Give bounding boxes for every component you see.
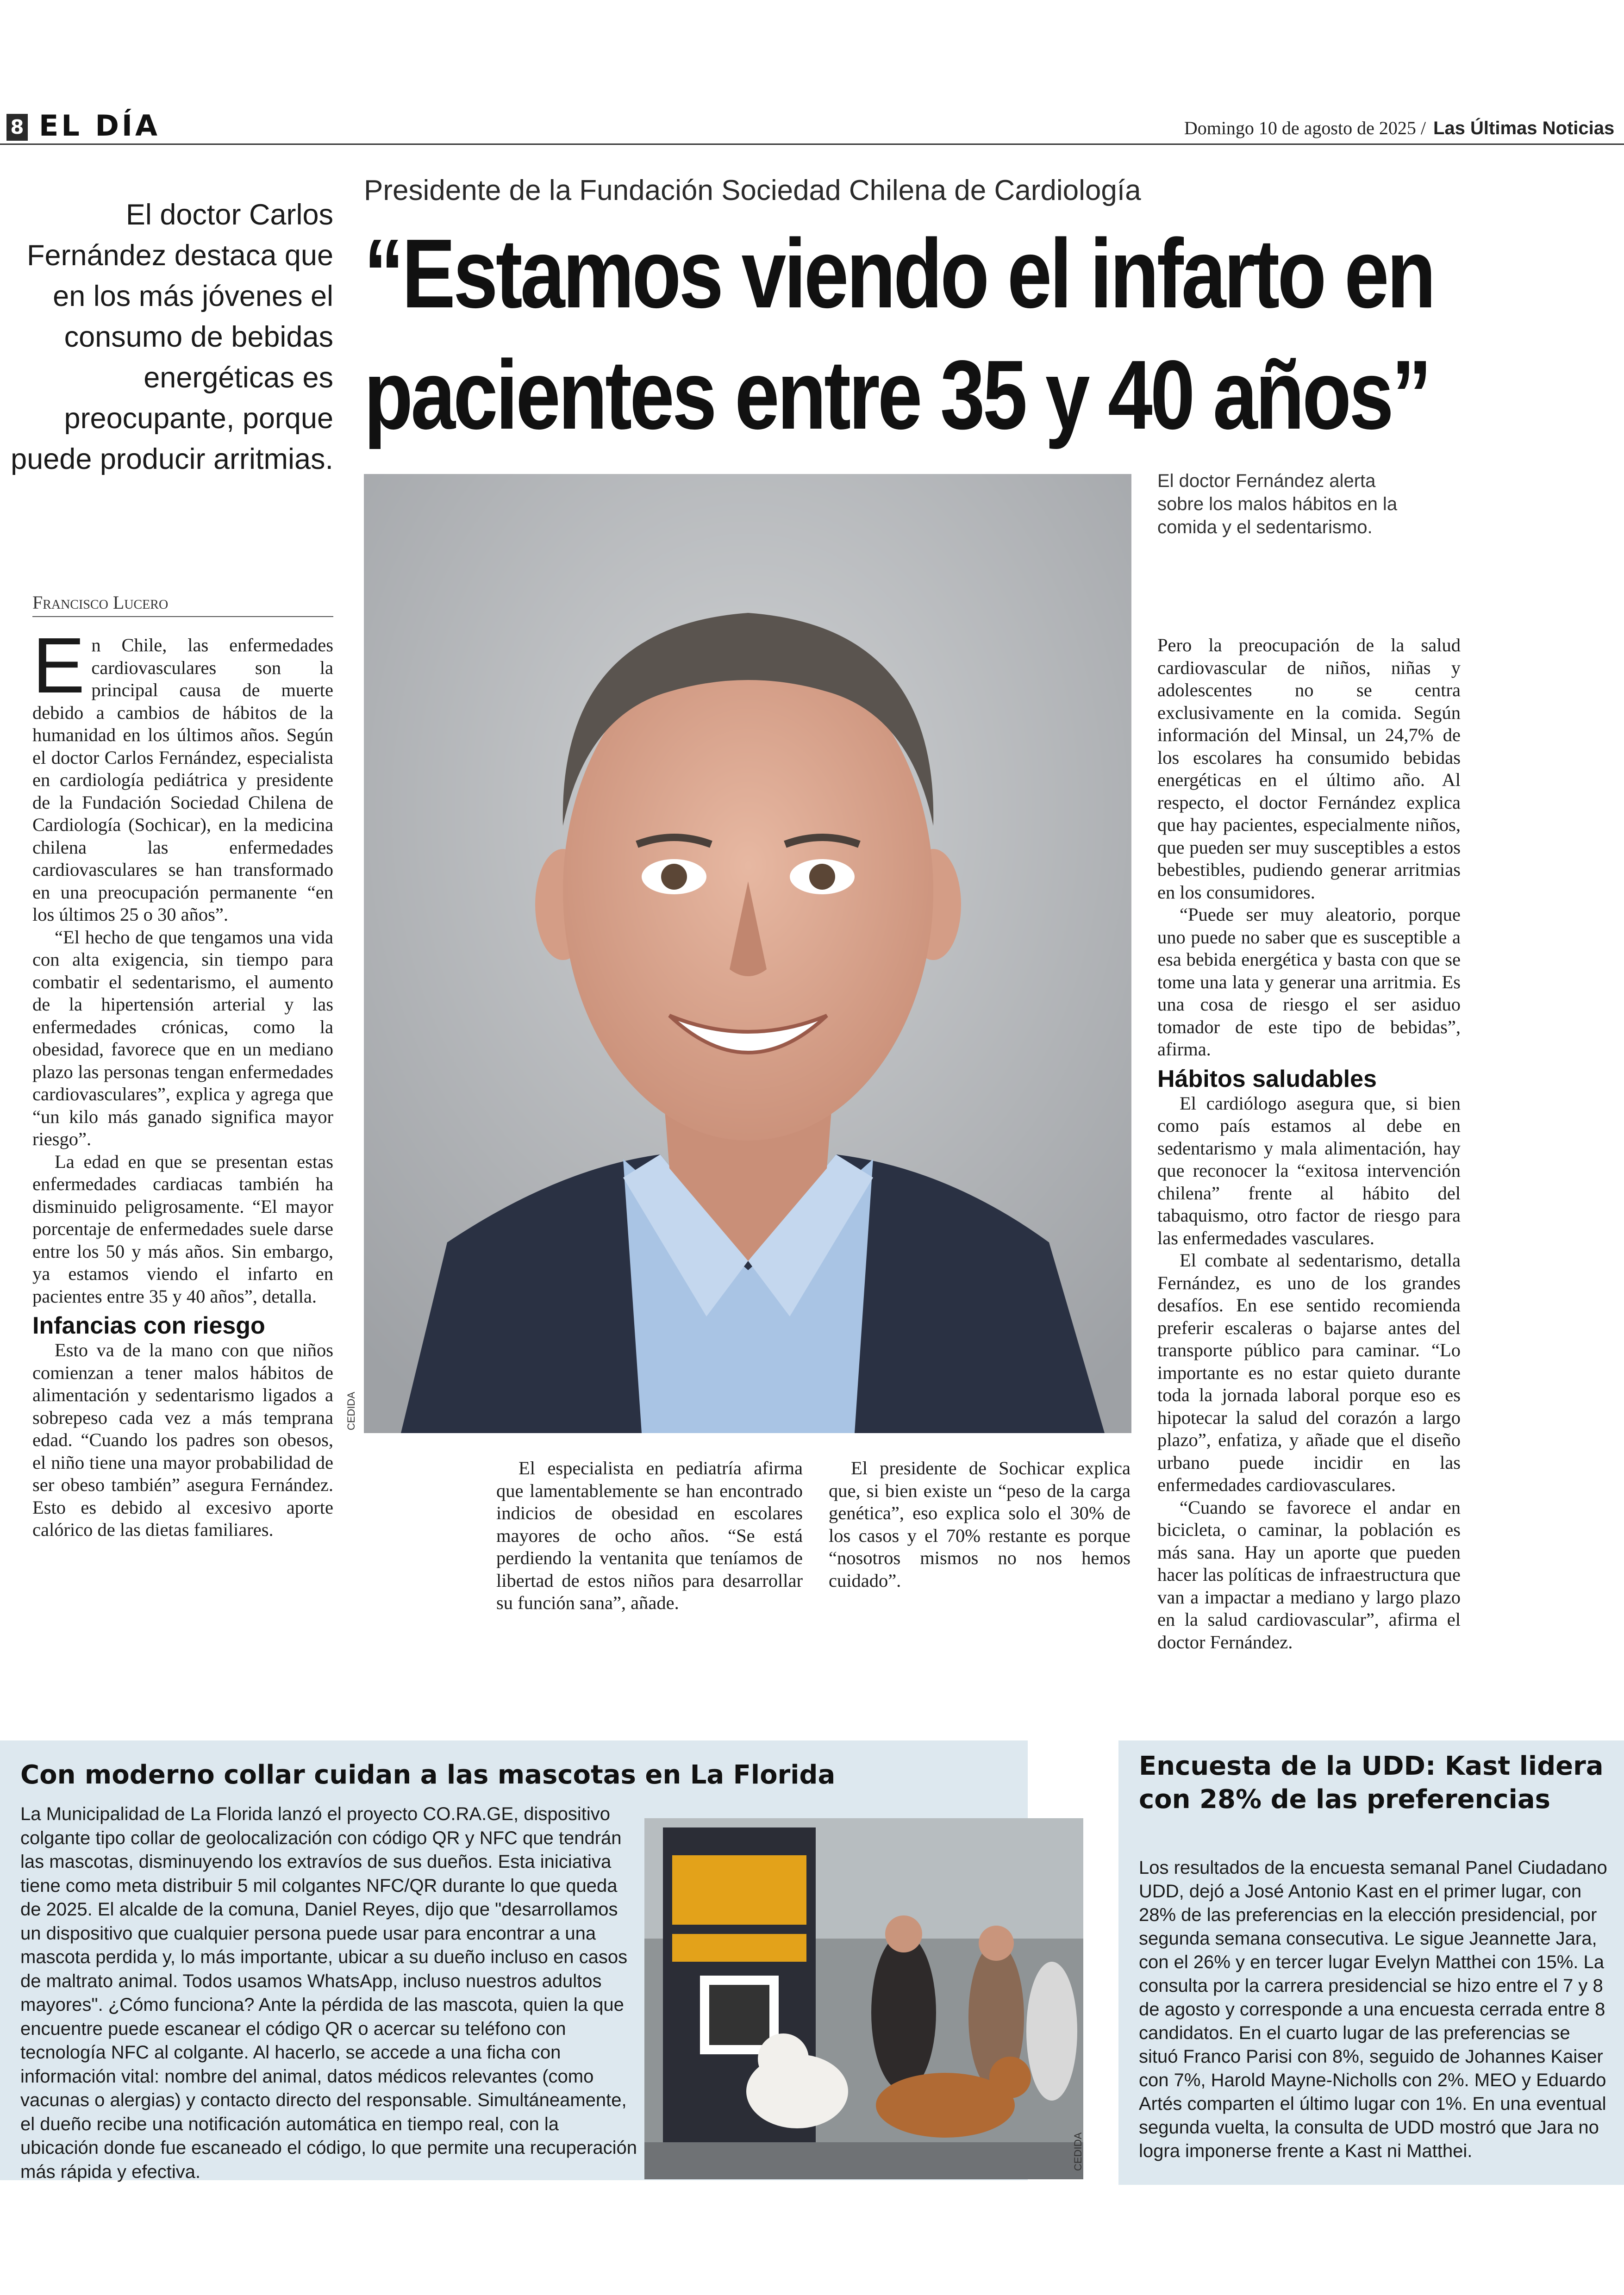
mascotas-headline: Con moderno collar cuidan a las mascotas en La Florida [20, 1760, 836, 1790]
pets-event-illustration [644, 1818, 1083, 2179]
article-column-3 [829, 1457, 1131, 1670]
encuesta-headline: Encuesta de la UDD: Kast lidera con 28% de las preferencias [1139, 1751, 1604, 1815]
encuesta-body: Los resultados de la encuesta semanal Panel Ciudadano UDD, dejó a José Antonio Kast en el primer lugar, con 28% de las preferencias en la elección presidencial, por segunda semana consecutiva. Le sigue Jeannette Jara, con el 26% y en tercer lugar Evelyn Matthei con 15%. La consulta por la carrera presidencial se hizo entre el 7 y 8 de agosto y corresponde a una encuesta cerrada entre 8 candidatos. En el cuarto lugar de las preferencias se situó Franco Parisi con 8%, seguido de Johannes Kaiser con 7%, Harold Mayne-Nicholls con 2%. MEO y Eduardo Artés comparten el último lugar con 1%. En una eventual segunda vuelta, la consulta de UDD mostró que Jara no logra imponerse frente a Kast ni Matthei. [1139, 1858, 1607, 2161]
article-column-1 [32, 622, 333, 1671]
article-paragraph: La edad en que se presentan estas enfermedades cardiacas también ha disminuido peligrosamente. “El mayor porcentaje de enfermedades suele darse entre los 50 y más años. Sin embargo, ya estamos viendo el infarto en pacientes entre 35 y 40 años”, detalla. [32, 1151, 333, 1307]
article-column-4 [1157, 634, 1461, 1671]
issue-date [1000, 117, 1426, 140]
article-paragraph [32, 622, 333, 926]
article-paragraph: “Cuando se favorece el andar en bicicleta, o caminar, la población es más sana. Hay un aporte que pueden hacer las políticas de infraestructura que van a impactar a mediano y largo plazo en la salud cardiovascular”, afirma el doctor Fernández. [1157, 1497, 1461, 1653]
article-paragraph: Pero la preocupación de la salud cardiovascular de niños, niñas y adolescentes no se centra exclusivamente en la comida. Según información del Minsal, un 24,7% de los escolares ha consumido bebidas energéticas en el último año. Al respecto, el doctor Fernández explica que hay pacientes, especialmente niños, que pueden ser muy susceptibles a estos bebestibles, pudiendo generar arritmias en los consumidores. [1157, 635, 1461, 903]
subheading-infancias: Infancias con riesgo [32, 1312, 265, 1339]
mascotas-event-photo [644, 1818, 1083, 2179]
doctor-portrait-photo [364, 474, 1131, 1433]
issue-date-text: Domingo 10 de agosto de 2025 [1184, 118, 1416, 138]
mascotas-body: La Municipalidad de La Florida lanzó el proyecto CO.RA.GE, dispositivo colgante tipo collar de geolocalización con código QR y NFC que tendrán las mascotas, disminuyendo los extravíos de sus dueños. Esta iniciativa tiene como meta distribuir 5 mil colgantes NFC/QR durante lo que queda de 2025. El alcalde de la comuna, Daniel Reyes, dijo que "desarrollamos un dispositivo que cualquier persona puede usar para encontrar a una mascota perdida y, lo más importante, ubicar a su dueño incluso en casos de maltrato animal. Todos usamos WhatsApp, incluso nuestros adultos mayores". ¿Cómo funciona? Ante la pérdida de las mascota, quien la que encuentre puede escanear el código QR o acercar su teléfono con tecnología NFC al colgante. Al hacerlo, se accede a una ficha con información vital: nombre del animal, datos médicos relevantes (como vacunas o alergias) y contacto directo del responsable. Simultáneamente, el dueño recibe una notificación automática en tiempo real, con la ubicación donde fue escaneado el código, lo que permite una recuperación más rápida y efectiva. [20, 1804, 637, 2182]
article-paragraph: “El hecho de que tengamos una vida con alta exigencia, sin tiempo para combatir el sedentarismo, el aumento de la hipertensión arterial y las enfermedades crónicas, como la obesidad, favorece que en un mediano plazo las personas tengan enfermedades cardiovasculares”, explica y agrega que “un kilo más ganado significa mayor riesgo”. [32, 926, 333, 1149]
article-paragraph: El presidente de Sochicar explica que, si bien existe un “peso de la carga genética”, eso explica solo el 30% de los casos y el 70% restante es porque “nosotros mismos no nos hemos cuidado”. [829, 1458, 1131, 1591]
article-paragraph: El especialista en pediatría afirma que lamentablemente se han encontrado indicios de obesidad en escolares mayores de ocho años. “Se está perdiendo la ventanita que teníamos de libertad de estos niños para desarrollar su función sana”, añade. [496, 1458, 803, 1613]
byline: Francisco Lucero [32, 592, 333, 617]
paragraph-text: n Chile, las enfermedades cardiovasculares son la principal causa de muerte debido a cambios de hábitos de la humanidad en los últimos años. Según el doctor Carlos Fernández, especialista en cardiología pediátrica y presidente de la Fundación Sociedad Chilena de Cardiología (Sochicar), en la medicina chilena las enfermedades cardiovasculares se han transformado en una preocupación permanente “en los últimos 25 o 30 años”. [32, 635, 333, 925]
header-rule [0, 143, 1624, 145]
drop-cap: E [32, 622, 85, 710]
article-column-2 [496, 1457, 803, 1670]
photo-credit: CEDIDA [345, 1391, 357, 1430]
article-kicker: Presidente de la Fundación Sociedad Chilena de Cardiología [364, 175, 1141, 206]
article-headline [364, 213, 1617, 455]
section-name: EL DÍA [39, 109, 160, 143]
article-paragraph: El cardiólogo asegura que, si bien como país estamos al debe en sedentarismo y mala alimentación, hay que reconocer la “exitosa intervención chilena” frente al hábito del tabaquismo, otro factor de riesgo para las enfermedades vasculares. [1157, 1092, 1461, 1248]
publication-name: Las Últimas Noticias [1433, 118, 1615, 138]
headline-line-1: “Estamos viendo el infarto en [364, 218, 1434, 328]
portrait-illustration [364, 474, 1131, 1433]
article-paragraph: Esto va de la mano con que niños comienzan a tener malos hábitos de alimentación y sedentarismo ligados a sobrepeso cada vez a más temprana edad. “Cuando los padres son obesos, el niño tiene una mayor probabilidad de ser obeso también” asegura Fernández. Esto es debido al excesivo aporte calórico de las dietas familiares. [32, 1340, 333, 1540]
headline-line-2: pacientes entre 35 y 40 años” [364, 340, 1430, 449]
header-separator: / [1420, 118, 1426, 138]
subheading-habitos: Hábitos saludables [1157, 1065, 1377, 1092]
page-number: 8 [6, 114, 28, 141]
article-summary: El doctor Carlos Fernández destaca que en los más jóvenes el consumo de bebidas energéticas es preocupante, porque puede producir arritmias. [11, 199, 333, 475]
mascotas-photo-credit: CEDIDA [1072, 2132, 1084, 2171]
article-paragraph: “Puede ser muy aleatorio, porque uno puede no saber que es susceptible a esa bebida energética y basta con que se tome una lata y generar una arritmia. Es una cosa de riesgo el ser asiduo tomador de este tipo de bebidas”, afirma. [1157, 904, 1461, 1060]
photo-caption: El doctor Fernández alerta sobre los malos hábitos en la comida y el sedentarismo. [1157, 471, 1398, 537]
article-paragraph: El combate al sedentarismo, detalla Fernández, es uno de los grandes desafíos. En ese sentido recomienda preferir escaleras o bajarse antes del transporte público para caminar. “Lo importante es no estar quieto durante toda la jornada laboral porque eso es hipotecar la salud del corazón a largo plazo”, enfatiza, y añade que el diseño urbano puede incidir en las enfermedades cardiovasculares. [1157, 1250, 1461, 1495]
